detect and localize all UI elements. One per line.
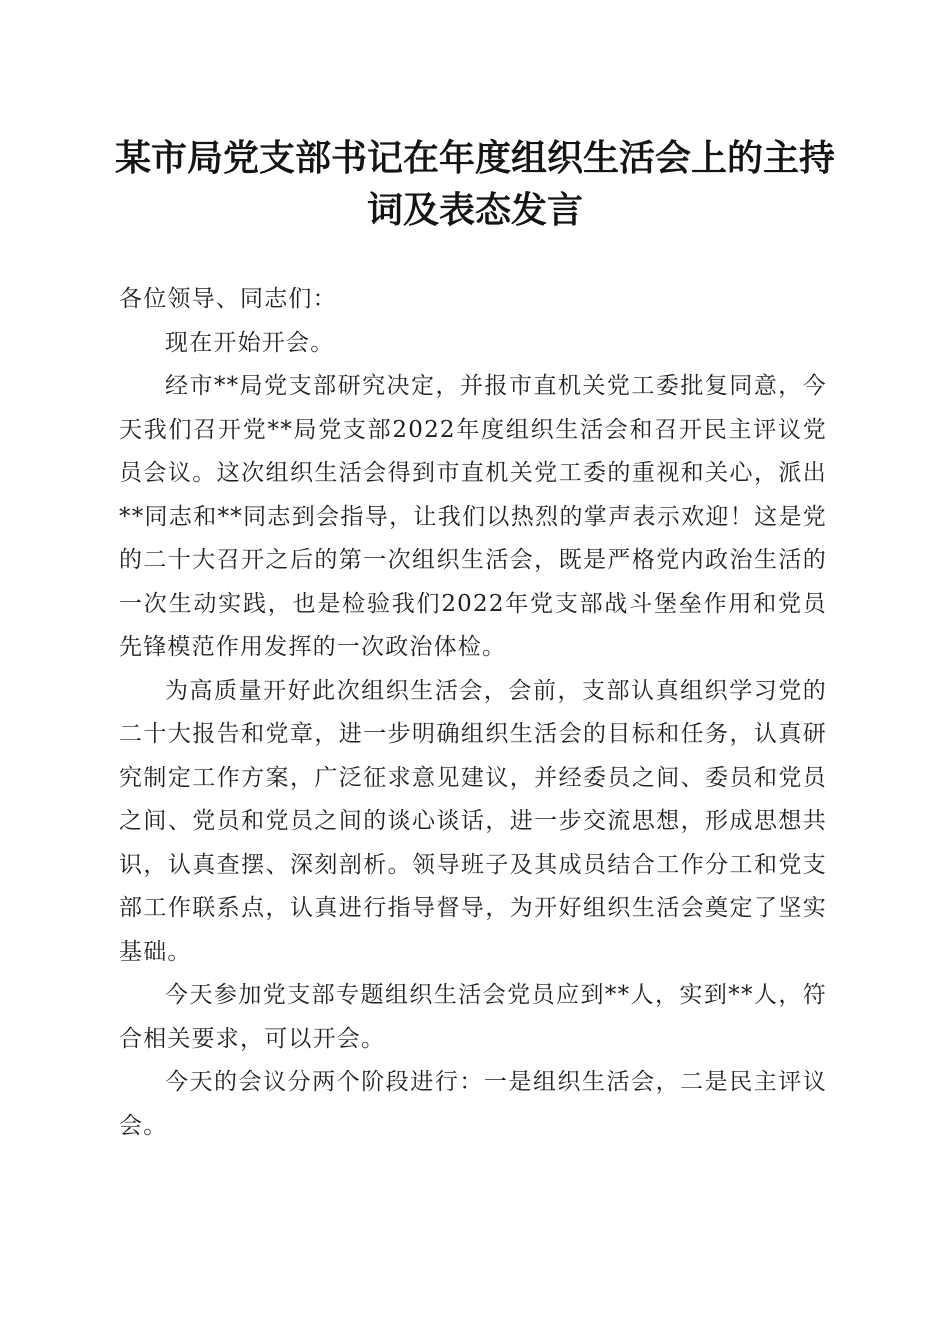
salutation: 各位领导、同志们： <box>119 286 337 312</box>
document-title <box>100 132 850 236</box>
title-line-2: 词及表态发言 <box>366 189 583 231</box>
paragraph-agenda: 今天的会议分两个阶段进行：一是组织生活会，二是民主评议会。 <box>119 1069 827 1139</box>
document-body <box>119 278 827 1148</box>
paragraph-opening: 现在开始开会。 <box>165 329 335 356</box>
paragraph-preparation: 为高质量开好此次组织生活会，会前，支部认真组织学习党的二十大报告和党章，进一步明确组织生活会的目标和任务，认真研究制定工作方案，广泛征求意见建议，并经委员之间、委员和党员之间、党员和党员之间的谈心谈话，进一步交流思想，形成思想共识，认真查摆、深刻剖析。领导班子及其成员结合工作分工和党支部工作联系点，认真进行指导督导，为开好组织生活会奠定了坚实基础。 <box>119 677 827 965</box>
paragraph-background: 经市**局党支部研究决定，并报市直机关党工委批复同意，今天我们召开党**局党支部2022年度组织生活会和召开民主评议党员会议。这次组织生活会得到市直机关党工委的重视和关心，派出**同志和**同志到会指导，让我们以热烈的掌声表示欢迎！这是党的二十大召开之后的第一次组织生活会，既是严格党内政治生活的一次生动实践，也是检验我们2022年党支部战斗堡垒作用和党员先锋模范作用发挥的一次政治体检。 <box>119 373 827 660</box>
paragraph-attendance: 今天参加党支部专题组织生活会党员应到**人，实到**人，符合相关要求，可以开会。 <box>119 982 827 1052</box>
title-line-1: 某市局党支部书记在年度组织生活会上的主持 <box>114 137 835 179</box>
